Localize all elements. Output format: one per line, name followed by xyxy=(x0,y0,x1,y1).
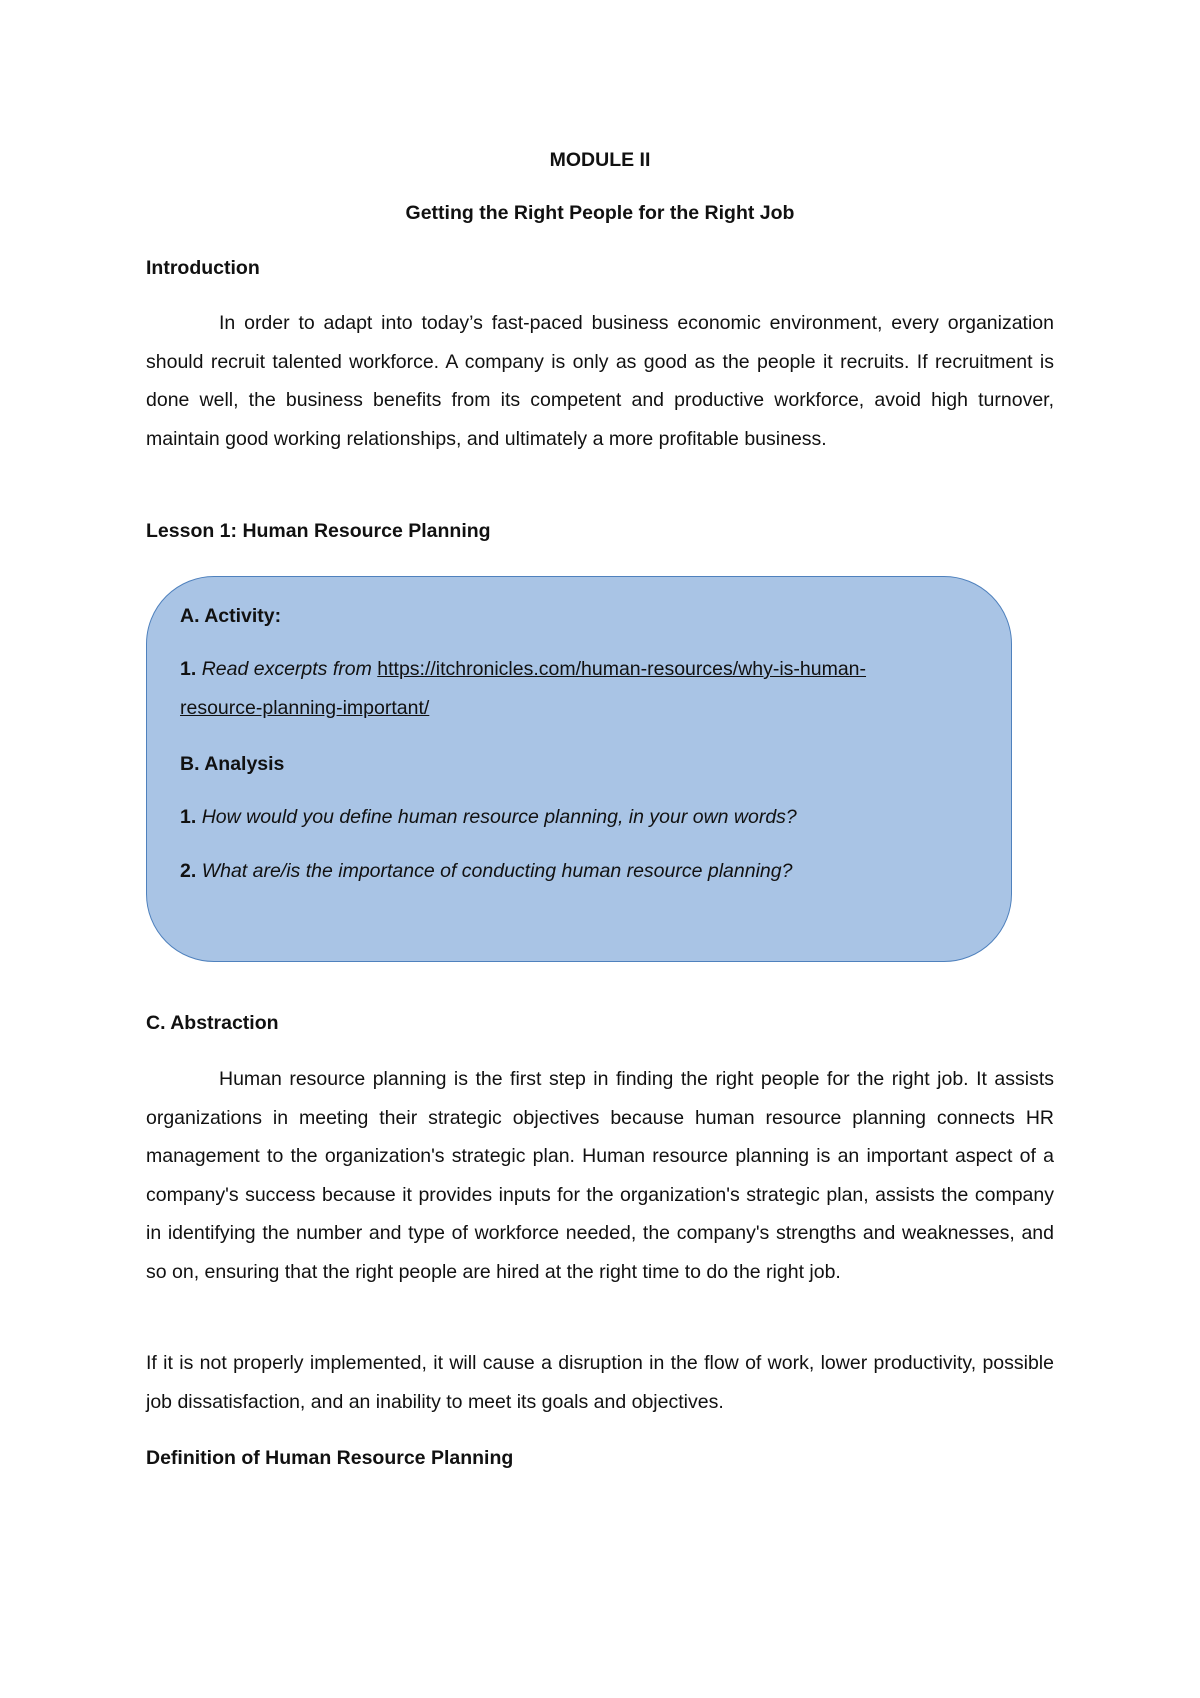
analysis-item-number: 2. xyxy=(180,860,197,882)
activity-item xyxy=(180,650,980,727)
analysis-item-2 xyxy=(180,852,980,891)
activity-heading: A. Activity: xyxy=(180,605,282,627)
analysis-item-number: 1. xyxy=(180,806,197,828)
definition-heading: Definition of Human Resource Planning xyxy=(146,1447,514,1469)
module-subtitle: Getting the Right People for the Right Job xyxy=(405,202,795,224)
abstraction-heading: C. Abstraction xyxy=(146,1012,279,1034)
analysis-heading: B. Analysis xyxy=(180,753,285,775)
introduction-heading: Introduction xyxy=(146,257,260,279)
analysis-item-text: How would you define human resource planning, in your own words? xyxy=(201,806,797,828)
activity-item-text: Read excerpts from xyxy=(201,658,372,680)
activity-link-continued[interactable]: resource-planning-important/ xyxy=(180,696,430,719)
abstraction-paragraph-1: Human resource planning is the first step in finding the right people for the right job. It assists organizations in meeting their strategic objectives because human resource planning connects HR management to the organization's strategic plan. Human resource planning is an important aspect of a company's success because it provides inputs for the organization's strategic plan, assists the company in identifying the number and type of workforce needed, the company's strengths and weaknesses, and so on, ensuring that the right people are hired at the right time to do the right job. xyxy=(146,1068,1054,1283)
activity-link[interactable]: https://itchronicles.com/human-resources/why-is-human- xyxy=(377,658,867,680)
analysis-item-1 xyxy=(180,798,980,837)
activity-item-number: 1. xyxy=(180,658,197,680)
abstraction-paragraph-2: If it is not properly implemented, it will cause a disruption in the flow of work, lower productivity, possible job dissatisfaction, and an inability to meet its goals and objectives. xyxy=(146,1352,1054,1413)
module-title: MODULE II xyxy=(549,149,651,171)
lesson-heading: Lesson 1: Human Resource Planning xyxy=(146,520,491,542)
introduction-paragraph: In order to adapt into today’s fast-paced business economic environment, every organization should recruit talented workforce. A company is only as good as the people it recruits. If recruitment is done well, the business benefits from its competent and productive workforce, avoid high turnover, maintain good working relationships, and ultimately a more profitable business. xyxy=(146,312,1054,450)
analysis-item-text: What are/is the importance of conducting human resource planning? xyxy=(201,860,793,882)
activity-analysis-callout xyxy=(146,576,1012,962)
